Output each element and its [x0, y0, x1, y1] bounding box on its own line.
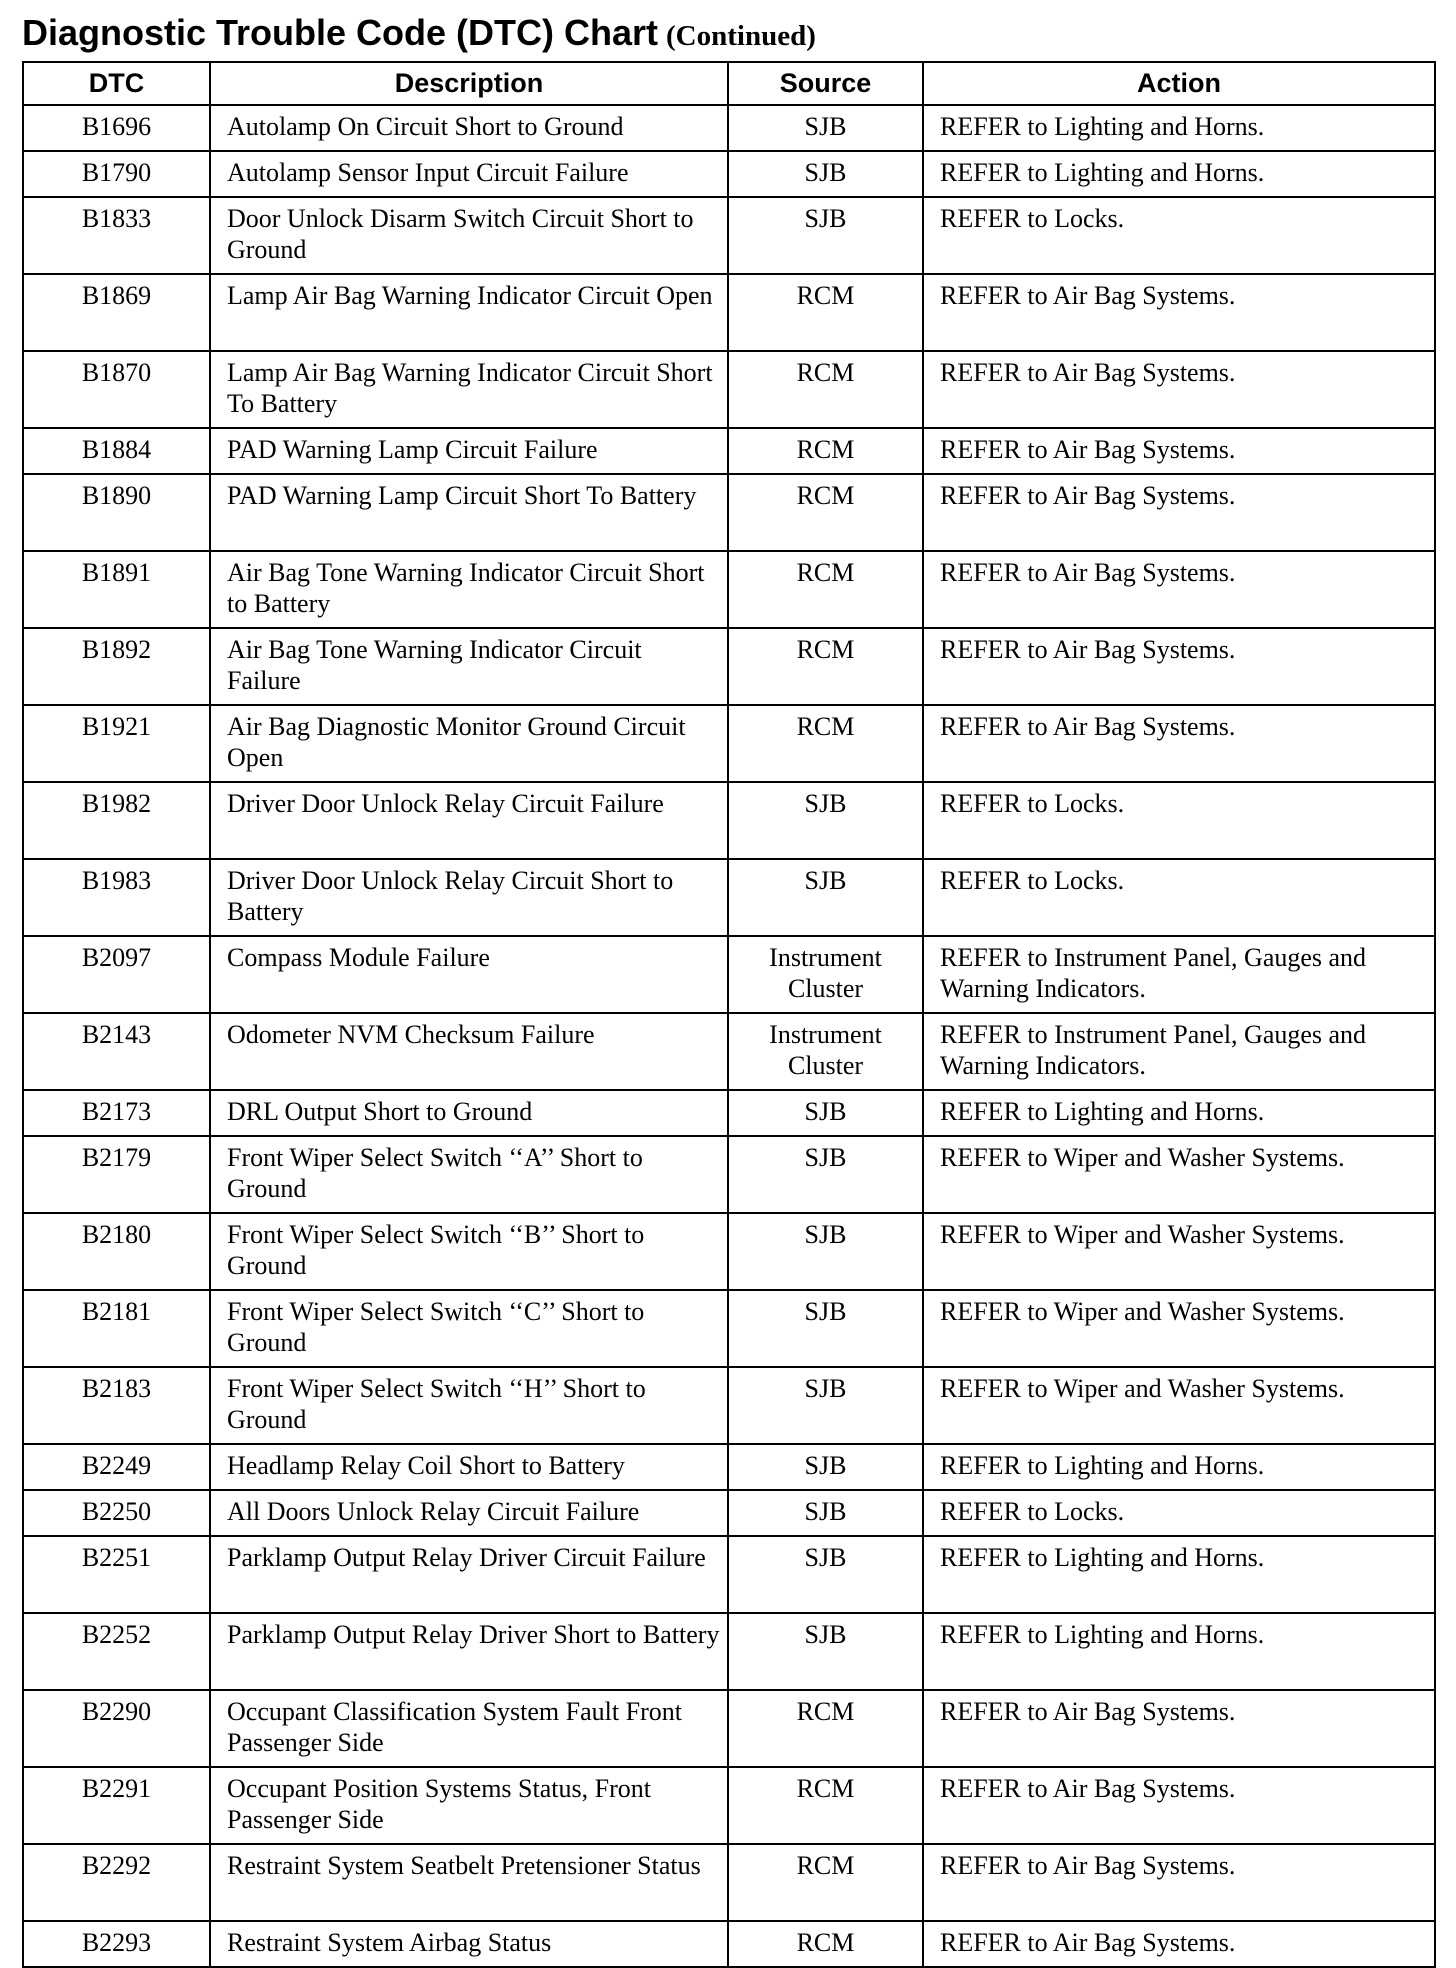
source-cell: RCM [728, 628, 923, 705]
source-cell: SJB [728, 151, 923, 197]
source-cell: RCM [728, 474, 923, 551]
table-row [23, 1213, 1435, 1290]
action-cell: REFER to Lighting and Horns. [923, 151, 1435, 197]
source-cell: SJB [728, 1613, 923, 1690]
description-cell: Restraint System Seatbelt Pretensioner Status [210, 1844, 728, 1921]
description-cell: PAD Warning Lamp Circuit Failure [210, 428, 728, 474]
source-cell: SJB [728, 1136, 923, 1213]
dtc-code-cell: B1983 [23, 859, 210, 936]
description-cell: Odometer NVM Checksum Failure [210, 1013, 728, 1090]
description-cell: DRL Output Short to Ground [210, 1090, 728, 1136]
description-cell: Front Wiper Select Switch ‘‘H’’ Short to Ground [210, 1367, 728, 1444]
source-cell: RCM [728, 274, 923, 351]
description-cell: Parklamp Output Relay Driver Circuit Failure [210, 1536, 728, 1613]
source-cell: RCM [728, 1767, 923, 1844]
source-cell: SJB [728, 859, 923, 936]
source-cell: RCM [728, 705, 923, 782]
source-cell: SJB [728, 1090, 923, 1136]
table-row [23, 1490, 1435, 1536]
dtc-code-cell: B1884 [23, 428, 210, 474]
table-row [23, 1767, 1435, 1844]
table-row [23, 1090, 1435, 1136]
source-cell: SJB [728, 1490, 923, 1536]
table-row [23, 936, 1435, 1013]
dtc-code-cell: B2291 [23, 1767, 210, 1844]
description-cell: Air Bag Tone Warning Indicator Circuit Short to Battery [210, 551, 728, 628]
source-cell: RCM [728, 551, 923, 628]
header-source: Source [728, 62, 923, 105]
dtc-code-cell: B2292 [23, 1844, 210, 1921]
action-cell: REFER to Air Bag Systems. [923, 1767, 1435, 1844]
table-row [23, 274, 1435, 351]
description-cell: Front Wiper Select Switch ‘‘C’’ Short to Ground [210, 1290, 728, 1367]
description-cell: Front Wiper Select Switch ‘‘B’’ Short to Ground [210, 1213, 728, 1290]
action-cell: REFER to Instrument Panel, Gauges and Warning Indicators. [923, 936, 1435, 1013]
source-cell: SJB [728, 1536, 923, 1613]
action-cell: REFER to Air Bag Systems. [923, 428, 1435, 474]
header-dtc: DTC [23, 62, 210, 105]
description-cell: Driver Door Unlock Relay Circuit Failure [210, 782, 728, 859]
action-cell: REFER to Locks. [923, 1490, 1435, 1536]
table-row [23, 1013, 1435, 1090]
source-cell: SJB [728, 1367, 923, 1444]
description-cell: Lamp Air Bag Warning Indicator Circuit Short To Battery [210, 351, 728, 428]
description-cell: Autolamp Sensor Input Circuit Failure [210, 151, 728, 197]
table-row [23, 1536, 1435, 1613]
source-cell: Instrument Cluster [728, 1013, 923, 1090]
table-row [23, 105, 1435, 151]
description-cell: PAD Warning Lamp Circuit Short To Battery [210, 474, 728, 551]
dtc-code-cell: B2097 [23, 936, 210, 1013]
source-cell: SJB [728, 782, 923, 859]
dtc-code-cell: B2179 [23, 1136, 210, 1213]
dtc-code-cell: B2250 [23, 1490, 210, 1536]
source-cell: SJB [728, 1444, 923, 1490]
header-description: Description [210, 62, 728, 105]
dtc-code-cell: B2290 [23, 1690, 210, 1767]
description-cell: Door Unlock Disarm Switch Circuit Short to Ground [210, 197, 728, 274]
table-row [23, 705, 1435, 782]
dtc-code-cell: B1696 [23, 105, 210, 151]
description-cell: Headlamp Relay Coil Short to Battery [210, 1444, 728, 1490]
page-title [22, 10, 816, 56]
action-cell: REFER to Instrument Panel, Gauges and Warning Indicators. [923, 1013, 1435, 1090]
dtc-code-cell: B1869 [23, 274, 210, 351]
source-cell: SJB [728, 105, 923, 151]
source-cell: RCM [728, 351, 923, 428]
table-row [23, 474, 1435, 551]
table-row [23, 1290, 1435, 1367]
dtc-code-cell: B1921 [23, 705, 210, 782]
action-cell: REFER to Lighting and Horns. [923, 105, 1435, 151]
dtc-code-cell: B2252 [23, 1613, 210, 1690]
description-cell: Parklamp Output Relay Driver Short to Battery [210, 1613, 728, 1690]
action-cell: REFER to Air Bag Systems. [923, 1844, 1435, 1921]
table-row [23, 782, 1435, 859]
action-cell: REFER to Wiper and Washer Systems. [923, 1367, 1435, 1444]
dtc-table [22, 61, 1436, 1968]
table-row [23, 428, 1435, 474]
table-row [23, 1136, 1435, 1213]
action-cell: REFER to Air Bag Systems. [923, 274, 1435, 351]
dtc-code-cell: B1890 [23, 474, 210, 551]
table-row [23, 1921, 1435, 1967]
dtc-code-cell: B1833 [23, 197, 210, 274]
action-cell: REFER to Air Bag Systems. [923, 551, 1435, 628]
action-cell: REFER to Air Bag Systems. [923, 1921, 1435, 1967]
table-row [23, 628, 1435, 705]
description-cell: Occupant Position Systems Status, Front Passenger Side [210, 1767, 728, 1844]
table-body [23, 105, 1435, 1967]
action-cell: REFER to Lighting and Horns. [923, 1090, 1435, 1136]
table-row [23, 197, 1435, 274]
action-cell: REFER to Air Bag Systems. [923, 1690, 1435, 1767]
action-cell: REFER to Wiper and Washer Systems. [923, 1290, 1435, 1367]
action-cell: REFER to Lighting and Horns. [923, 1444, 1435, 1490]
action-cell: REFER to Air Bag Systems. [923, 351, 1435, 428]
action-cell: REFER to Air Bag Systems. [923, 705, 1435, 782]
dtc-code-cell: B1790 [23, 151, 210, 197]
dtc-code-cell: B2180 [23, 1213, 210, 1290]
source-cell: SJB [728, 1290, 923, 1367]
dtc-code-cell: B2251 [23, 1536, 210, 1613]
dtc-code-cell: B1982 [23, 782, 210, 859]
description-cell: Lamp Air Bag Warning Indicator Circuit Open [210, 274, 728, 351]
description-cell: Restraint System Airbag Status [210, 1921, 728, 1967]
source-cell: Instrument Cluster [728, 936, 923, 1013]
table-row [23, 1613, 1435, 1690]
table-row [23, 1367, 1435, 1444]
description-cell: Air Bag Diagnostic Monitor Ground Circuit Open [210, 705, 728, 782]
dtc-code-cell: B2183 [23, 1367, 210, 1444]
action-cell: REFER to Wiper and Washer Systems. [923, 1136, 1435, 1213]
header-action: Action [923, 62, 1435, 105]
description-cell: Air Bag Tone Warning Indicator Circuit Failure [210, 628, 728, 705]
dtc-code-cell: B2173 [23, 1090, 210, 1136]
dtc-code-cell: B1870 [23, 351, 210, 428]
dtc-code-cell: B1891 [23, 551, 210, 628]
source-cell: RCM [728, 1690, 923, 1767]
description-cell: Compass Module Failure [210, 936, 728, 1013]
dtc-code-cell: B2143 [23, 1013, 210, 1090]
table-row [23, 1844, 1435, 1921]
dtc-code-cell: B2249 [23, 1444, 210, 1490]
description-cell: Driver Door Unlock Relay Circuit Short to Battery [210, 859, 728, 936]
source-cell: SJB [728, 197, 923, 274]
table-row [23, 151, 1435, 197]
page-title-text: Diagnostic Trouble Code (DTC) Chart [22, 12, 659, 53]
source-cell: SJB [728, 1213, 923, 1290]
source-cell: RCM [728, 1844, 923, 1921]
table-row [23, 859, 1435, 936]
description-cell: Front Wiper Select Switch ‘‘A’’ Short to Ground [210, 1136, 728, 1213]
action-cell: REFER to Locks. [923, 197, 1435, 274]
dtc-code-cell: B2181 [23, 1290, 210, 1367]
action-cell: REFER to Air Bag Systems. [923, 628, 1435, 705]
description-cell: Autolamp On Circuit Short to Ground [210, 105, 728, 151]
table-row [23, 1690, 1435, 1767]
dtc-code-cell: B2293 [23, 1921, 210, 1967]
action-cell: REFER to Locks. [923, 782, 1435, 859]
action-cell: REFER to Lighting and Horns. [923, 1613, 1435, 1690]
table-row [23, 351, 1435, 428]
description-cell: Occupant Classification System Fault Front Passenger Side [210, 1690, 728, 1767]
action-cell: REFER to Locks. [923, 859, 1435, 936]
page-title-suffix: (Continued) [666, 20, 816, 52]
action-cell: REFER to Air Bag Systems. [923, 474, 1435, 551]
source-cell: RCM [728, 1921, 923, 1967]
description-cell: All Doors Unlock Relay Circuit Failure [210, 1490, 728, 1536]
table-row [23, 551, 1435, 628]
action-cell: REFER to Lighting and Horns. [923, 1536, 1435, 1613]
action-cell: REFER to Wiper and Washer Systems. [923, 1213, 1435, 1290]
table-row [23, 1444, 1435, 1490]
table-header-row [23, 62, 1435, 105]
dtc-code-cell: B1892 [23, 628, 210, 705]
source-cell: RCM [728, 428, 923, 474]
